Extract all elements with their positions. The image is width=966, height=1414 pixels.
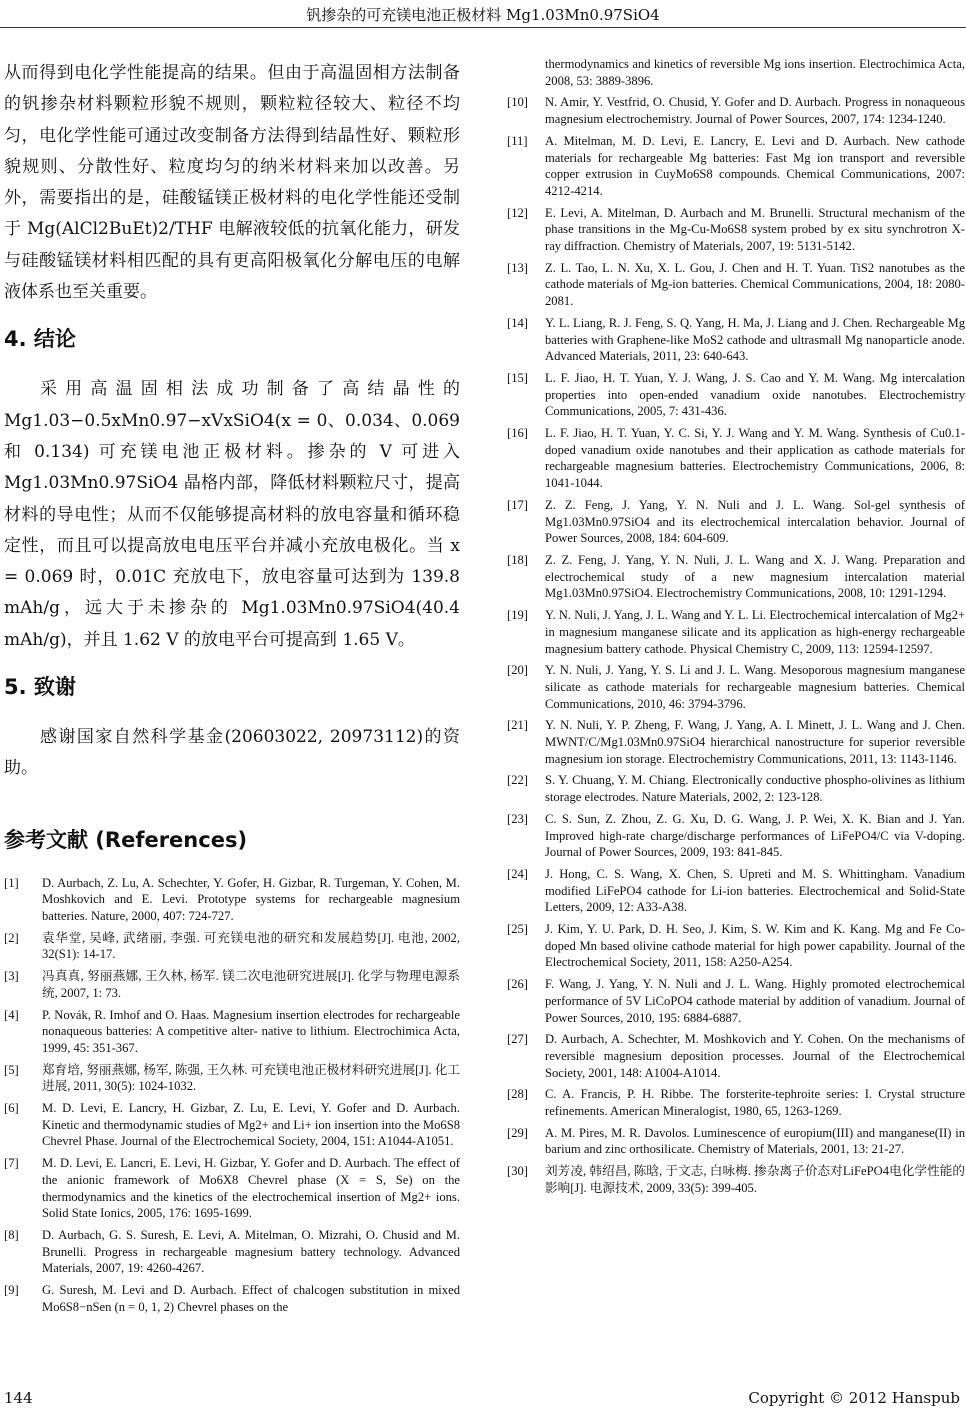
reference-number: [14] bbox=[507, 315, 528, 330]
reference-text: Y. N. Nuli, Y. P. Zheng, F. Wang, J. Yang, A. I. Minett, J. L. Wang and J. Chen. MWNT/C/Mg1.03Mn0.97SiO4 hierarchical nanostructure for superior reversible magnesium ion storage. Electrochemistry Communications, 2011, 13: 1143-1146. bbox=[545, 718, 965, 766]
reference-item bbox=[507, 205, 965, 255]
reference-text: C. A. Francis, P. H. Ribbe. The forsterite-tephroite series: I. Crystal structure refinements. American Mineralogist, 1980, 65, 1263-1269. bbox=[545, 1087, 965, 1119]
reference-number: [18] bbox=[507, 552, 528, 567]
reference-text: L. F. Jiao, H. T. Yuan, Y. C. Si, Y. J. Wang and Y. M. Wang. Synthesis of Cu0.1-doped vanadium oxide nanotubes and their application as cathode materials for rechargeable magnesium batteries. Electrochemistry Communications, 2006, 8: 1041-1044. bbox=[545, 426, 965, 491]
reference-number: [20] bbox=[507, 663, 528, 678]
reference-text: thermodynamics and kinetics of reversible Mg ions insertion. Electrochimica Acta, 2008, 53: 3889-3896. bbox=[545, 57, 965, 88]
reference-item bbox=[4, 1155, 460, 1222]
section-heading-acknowledgement: 5. 致谢 bbox=[4, 675, 76, 700]
reference-item bbox=[507, 315, 965, 365]
reference-text: F. Wang, J. Yang, Y. N. Nuli and J. L. Wang. Highly promoted electrochemical performance of 5V LiCoPO4 cathode material by addition of vanadium. Journal of Power Sources, 2010, 195: 6884-6887. bbox=[545, 977, 965, 1025]
reference-number: [9] bbox=[4, 1283, 19, 1298]
reference-number: [5] bbox=[4, 1062, 19, 1077]
reference-item bbox=[507, 866, 965, 916]
reference-item bbox=[507, 1125, 965, 1158]
reference-text: D. Aurbach, A. Schechter, M. Moshkovich and Y. Cohen. On the mechanisms of reversible magnesium deposition processes. Journal of the Electrochemical Society, 2001, 148: A1004-A1014. bbox=[545, 1032, 965, 1080]
reference-item bbox=[507, 811, 965, 861]
reference-number: [29] bbox=[507, 1125, 528, 1140]
reference-number: [2] bbox=[4, 930, 19, 945]
reference-text: A. M. Pires, M. R. Davolos. Luminescence of europium(III) and manganese(II) in barium and zinc orthosilicate. Chemistry of Materials, 2001, 13: 21-27. bbox=[545, 1125, 965, 1157]
reference-text: J. Hong, C. S. Wang, X. Chen, S. Upreti and M. S. Whittingham. Vanadium modified LiFePO4 cathode for Li-ion batteries. Electrochemical and Solid-State Letters, 2009, 12: A33-A38. bbox=[545, 866, 965, 915]
reference-number: [13] bbox=[507, 260, 528, 275]
reference-item bbox=[4, 930, 460, 963]
reference-item bbox=[507, 552, 965, 602]
reference-item bbox=[507, 1031, 965, 1081]
reference-text: P. Novák, R. Imhof and O. Haas. Magnesium insertion electrodes for rechargeable nonaqueous batteries: A competitive alter- native to lithium. Electrochimica Acta, 1999, 45: 351-367. bbox=[42, 1007, 460, 1055]
reference-number: [3] bbox=[4, 969, 19, 984]
reference-item bbox=[4, 875, 460, 925]
reference-text: Z. L. Tao, L. N. Xu, X. L. Gou, J. Chen and H. T. Yuan. TiS2 nanotubes as the cathode materials of Mg-ion batteries. Chemical Communications, 2004, 18: 2080-2081. bbox=[545, 260, 965, 309]
reference-item bbox=[507, 717, 965, 767]
reference-item bbox=[4, 968, 460, 1001]
reference-item bbox=[507, 662, 965, 712]
section-heading-conclusion: 4. 结论 bbox=[4, 327, 76, 352]
reference-text: E. Levi, A. Mitelman, D. Aurbach and M. Brunelli. Structural mechanism of the phase transitions in the Mg-Cu-Mo6S8 system probed by ex situ synchrotron X-ray diffraction. Chemistry of Materials, 2007, 19: 5131-5142. bbox=[545, 205, 965, 254]
reference-item bbox=[4, 1282, 460, 1315]
reference-number: [8] bbox=[4, 1228, 19, 1242]
reference-text: Y. N. Nuli, J. Yang, J. L. Wang and Y. L. Li. Electrochemical intercalation of Mg2+ in magnesium manganese silicate and its application as high-energy rechargeable magnesium battery cathode. Physical Chemistry C, 2009, 113: 12594-12597. bbox=[545, 608, 965, 656]
reference-text: S. Y. Chuang, Y. M. Chiang. Electronically conductive phospho-olivines as lithium storage electrodes. Nature Materials, 2002, 2: 123-128. bbox=[545, 773, 965, 805]
reference-text: Y. N. Nuli, J. Yang, Y. S. Li and J. L. Wang. Mesoporous magnesium manganese silicate as cathode materials for rechargeable magnesium batteries. Chemical Communications, 2010, 46: 3794-3796. bbox=[545, 663, 965, 711]
page-number: 144 bbox=[4, 1389, 33, 1407]
reference-text: C. S. Sun, Z. Zhou, Z. G. Xu, D. G. Wang, J. P. Wei, X. K. Bian and J. Yan. Improved high-rate charge/discharge performances of LiFePO4/C via V-doping. Journal of Power Sources, 2009, 193: 841-845. bbox=[545, 811, 965, 860]
reference-number: [10] bbox=[507, 95, 528, 110]
reference-number: [21] bbox=[507, 718, 528, 733]
reference-number: [24] bbox=[507, 866, 528, 881]
reference-number: [1] bbox=[4, 875, 19, 890]
paragraph-acknowledgement: 感谢国家自然科学基金(20603022, 20973112)的资助。 bbox=[4, 727, 460, 779]
reference-number: [27] bbox=[507, 1032, 528, 1047]
reference-text: 郑育培, 努丽燕娜, 杨军, 陈强, 王久林. 可充镁电池正极材料研究进展[J]. 化工进展, 2011, 30(5): 1024-1032. bbox=[42, 1062, 460, 1094]
paragraph-conclusion: 采用高温固相法成功制备了高结晶性的 Mg1.03−0.5xMn0.97−xVxSiO4(x = 0、0.034、0.069 和 0.134) 可充镁电池正极材料。掺杂的 V 可进入 Mg1.03Mn0.97SiO4 晶格内部，降低材料颗粒尺寸，提高材料的导电性；从而不仅能够提高材料的放电容量和循环稳定性，而且可以提高放电电压平台并减小充放电极化。当 x = 0.069 时，0.01C 充放电下，放电容量可达到为 139.8 mAh/g，远大于未掺杂的 Mg1.03Mn0.97SiO4(40.4 mAh/g)，并且 1.62 V 的放电平台可提高到 1.65 V。 bbox=[4, 379, 460, 650]
reference-text: L. F. Jiao, H. T. Yuan, Y. J. Wang, J. S. Cao and Y. M. Wang. Mg intercalation properties into open-ended vanadium oxide nanotubes. Electrochemistry Communications, 2005, 7: 431-436. bbox=[545, 370, 965, 419]
reference-text: 刘芳凌, 韩绍昌, 陈晗, 于文志, 白咏梅. 掺杂离子价态对LiFePO4电化学性能的影响[J]. 电源技术, 2009, 33(5): 399-405. bbox=[545, 1164, 965, 1195]
reference-item bbox=[4, 1227, 460, 1277]
reference-text: Y. L. Liang, R. J. Feng, S. Q. Yang, H. Ma, J. Liang and J. Chen. Rechargeable Mg batteries with Graphene-like MoS2 cathode and ultrasmall Mg nanoparticle anode. Advanced Materials, 2011, 23: 640-643. bbox=[545, 315, 965, 364]
reference-text: D. Aurbach, Z. Lu, A. Schechter, Y. Gofer, H. Gizbar, R. Turgeman, Y. Cohen, M. Moshkovich and E. Levi. Prototype systems for rechargeable magnesium batteries. Nature, 2000, 407: 724-727. bbox=[42, 875, 460, 924]
reference-text: G. Suresh, M. Levi and D. Aurbach. Effect of chalcogen substitution in mixed Mo6S8−nSen (n = 0, 1, 2) Chevrel phases on the bbox=[42, 1283, 460, 1314]
reference-9-continued bbox=[507, 56, 965, 89]
reference-number: [30] bbox=[507, 1164, 528, 1179]
reference-number: [26] bbox=[507, 977, 528, 992]
reference-item bbox=[507, 976, 965, 1026]
reference-number: [25] bbox=[507, 922, 528, 937]
reference-number: [4] bbox=[4, 1007, 19, 1022]
reference-text: N. Amir, Y. Vestfrid, O. Chusid, Y. Gofer and D. Aurbach. Progress in nonaqueous magnesium electrochemistry. Journal of Power Sources, 2007, 174: 1234-1240. bbox=[545, 95, 965, 127]
section-heading-references: 参考文献 (References) bbox=[4, 827, 248, 852]
reference-text: M. D. Levi, E. Lancry, H. Gizbar, Z. Lu, E. Levi, Y. Gofer and D. Aurbach. Kinetic and thermodynamic studies of Mg2+ and Li+ ion insertion into the Mo6S8 Chevrel Phase. Journal of the Electrochemical Society, 2004, 151: A1044-A1051. bbox=[42, 1101, 460, 1149]
reference-item bbox=[507, 370, 965, 420]
reference-number: [11] bbox=[507, 133, 528, 148]
right-column bbox=[507, 56, 965, 1202]
reference-text: A. Mitelman, M. D. Levi, E. Lancry, E. Levi and D. Aurbach. New cathode materials for rechargeable Mg batteries: Fast Mg ion transport and reversible copper extrusion in CuyMo6S8 compounds. Chemical Communications, 2007: 4212-4214. bbox=[545, 133, 965, 198]
reference-text: Z. Z. Feng, J. Yang, Y. N. Nuli, J. L. Wang and X. J. Wang. Preparation and electrochemical study of a new magnesium intercalation material Mg1.03Mn0.97SiO4. Electrochemistry Communications, 2008, 10: 1291-1294. bbox=[545, 552, 965, 601]
reference-item bbox=[4, 1007, 460, 1057]
reference-item bbox=[507, 133, 965, 200]
reference-item bbox=[507, 607, 965, 657]
reference-list-right bbox=[507, 94, 965, 1196]
reference-number: [22] bbox=[507, 773, 528, 788]
reference-item bbox=[507, 497, 965, 547]
reference-number: [12] bbox=[507, 205, 528, 220]
reference-item bbox=[4, 1100, 460, 1150]
left-column bbox=[4, 58, 460, 1321]
header-rule bbox=[0, 27, 966, 28]
reference-number: [6] bbox=[4, 1101, 19, 1116]
reference-number: [23] bbox=[507, 811, 528, 826]
reference-text: 冯真真, 努丽燕娜, 王久林, 杨军. 镁二次电池研究进展[J]. 化学与物理电源系统, 2007, 1: 73. bbox=[42, 969, 460, 1000]
reference-number: [17] bbox=[507, 497, 528, 512]
reference-item bbox=[507, 1086, 965, 1119]
copyright-notice: Copyright © 2012 Hanspub bbox=[748, 1389, 960, 1407]
running-header: 钒掺杂的可充镁电池正极材料 Mg1.03Mn0.97SiO4 bbox=[306, 6, 660, 24]
reference-text: M. D. Levi, E. Lancri, E. Levi, H. Gizbar, Y. Gofer and D. Aurbach. The effect of the anionic framework of Mo6X8 Chevrel phase (X = S, Se) on the thermodynamics and the kinetics of the electrochemical insertion of Mg2+ ions. Solid State Ionics, 2005, 176: 1695-1699. bbox=[42, 1156, 460, 1221]
reference-item bbox=[507, 1163, 965, 1196]
reference-number: [15] bbox=[507, 370, 528, 385]
reference-item bbox=[507, 772, 965, 805]
reference-text: 袁华堂, 吴峰, 武绪丽, 李强. 可充镁电池的研究和发展趋势[J]. 电池, 2002, 32(S1): 14-17. bbox=[42, 930, 460, 962]
reference-text: D. Aurbach, G. S. Suresh, E. Levi, A. Mitelman, O. Mizrahi, O. Chusid and M. Brunelli. Progress in rechargeable magnesium battery technology. Advanced Materials, 2007, 19: 4260-4267. bbox=[42, 1228, 460, 1276]
reference-item bbox=[507, 94, 965, 127]
reference-item bbox=[4, 1062, 460, 1095]
paragraph-discussion: 从而得到电化学性能提高的结果。但由于高温固相方法制备的钒掺杂材料颗粒形貌不规则，颗粒粒径较大、粒径不均匀，电化学性能可通过改变制备方法得到结晶性好、颗粒形貌规则、分散性好、粒度均匀的纳米材料来加以改善。另外，需要指出的是，硅酸锰镁正极材料的电化学性能还受制于 Mg(AlCl2BuEt)2/THF 电解液较低的抗氧化能力，研发与硅酸锰镁材料相匹配的具有更高阳极氧化分解电压的电解液体系也至关重要。 bbox=[4, 63, 460, 303]
reference-number: [16] bbox=[507, 426, 528, 441]
reference-item bbox=[507, 260, 965, 310]
reference-list-left bbox=[4, 875, 460, 1316]
reference-text: J. Kim, Y. U. Park, D. H. Seo, J. Kim, S. W. Kim and K. Kang. Mg and Fe Co-doped Mn based olivine cathode material for high power capability. Journal of the Electrochemical Society, 2011, 158: A250-A254. bbox=[545, 922, 965, 970]
reference-number: [7] bbox=[4, 1156, 19, 1171]
reference-text: Z. Z. Feng, J. Yang, Y. N. Nuli and J. L. Wang. Sol-gel synthesis of Mg1.03Mn0.97SiO4 and its electrochemical intercalation behavior. Journal of Power Sources, 2008, 184: 604-609. bbox=[545, 497, 965, 546]
reference-item bbox=[507, 921, 965, 971]
reference-number: [19] bbox=[507, 608, 528, 623]
reference-item bbox=[507, 425, 965, 492]
reference-number: [28] bbox=[507, 1087, 528, 1102]
